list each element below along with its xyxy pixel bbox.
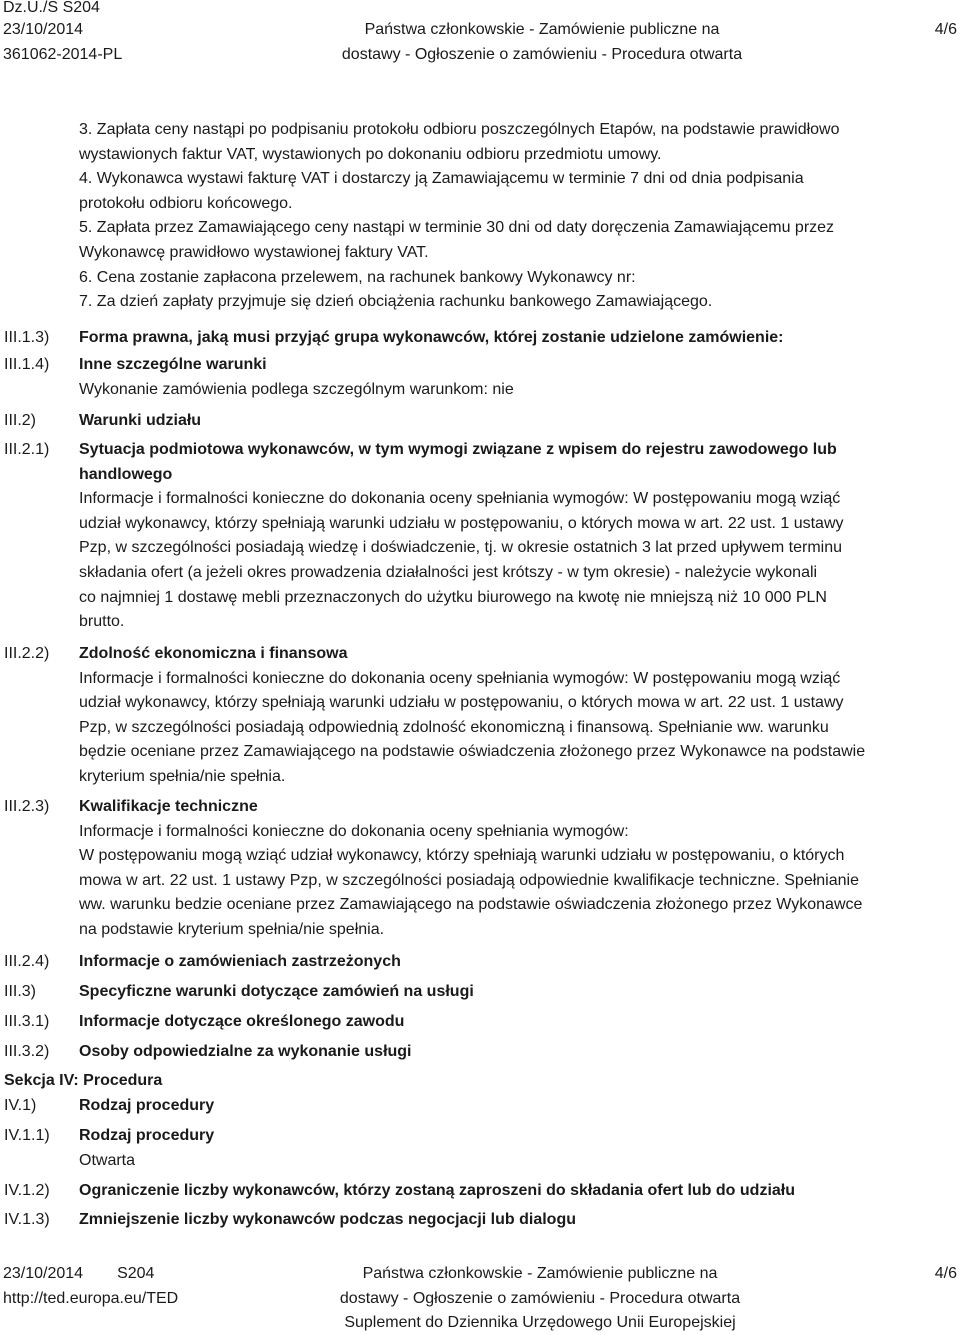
section-number: III.1.3) bbox=[4, 329, 50, 346]
section-title: Osoby odpowiedzialne za wykonanie usługi bbox=[79, 1043, 412, 1060]
section-text: Otwarta bbox=[79, 1151, 136, 1169]
footer-url: http://ted.europa.eu/TED bbox=[3, 1290, 179, 1307]
section-procedure-type bbox=[79, 1094, 949, 1119]
section-iv-heading: Sekcja IV: Procedura bbox=[4, 1072, 163, 1089]
section-number: IV.1.2) bbox=[4, 1182, 50, 1199]
section-service-conditions bbox=[79, 980, 949, 1005]
footer-series: S204 bbox=[117, 1265, 155, 1282]
footer-date-value: 23/10/2014 bbox=[3, 1265, 84, 1282]
section-profession bbox=[79, 1010, 949, 1035]
section-number: III.3.1) bbox=[4, 1013, 50, 1030]
section-number: III.2.3) bbox=[4, 798, 50, 815]
section-title: Inne szczególne warunki bbox=[79, 356, 267, 373]
text-line: Wykonawcę prawidłowo wystawionej faktury VAT. bbox=[79, 243, 429, 261]
section-title: Zdolność ekonomiczna i finansowa bbox=[79, 645, 348, 662]
section-title: Sytuacja podmiotowa wykonawców, w tym wymogi związane z wpisem do rejestru zawodowego lub bbox=[79, 441, 837, 458]
text-line: 4. Wykonawca wystawi fakturę VAT i dostarczy ją Zamawiającemu w terminie 7 dni od dnia podpisania bbox=[79, 170, 804, 188]
section-number: IV.1.3) bbox=[4, 1211, 50, 1228]
section-title: Rodzaj procedury bbox=[79, 1097, 215, 1114]
notice-number: 361062-2014-PL bbox=[3, 46, 123, 63]
text-line: brutto. bbox=[79, 613, 125, 631]
section-title: Ograniczenie liczby wykonawców, którzy zostaną zaproszeni do składania ofert lub do udziału bbox=[79, 1182, 795, 1199]
text-line: Pzp, w szczególności posiadają odpowiednią zdolność ekonomiczną i finansową. Spełnianie ww. warunku bbox=[79, 718, 829, 736]
payment-terms bbox=[79, 118, 949, 315]
section-staff bbox=[79, 1040, 949, 1065]
text-line: protokołu odbioru końcowego. bbox=[79, 194, 293, 212]
section-title: Forma prawna, jaką musi przyjąć grupa wykonawców, której zostanie udzielone zamówienie: bbox=[79, 329, 784, 346]
section-participation bbox=[79, 409, 949, 434]
text-line: ww. warunku bedzie oceniane przez Zamawiającego na podstawie oświadczenia złożonego przez Wykonawce bbox=[79, 896, 863, 914]
section-other-conditions bbox=[79, 353, 949, 402]
section-legal-form bbox=[79, 326, 949, 351]
footer-title-line1: Państwa członkowskie - Zamówienie publiczne na bbox=[362, 1265, 718, 1282]
text-line: 7. Za dzień zapłaty przyjmuje się dzień obciążenia rachunku bankowego Zamawiającego. bbox=[79, 293, 713, 311]
footer-date bbox=[3, 1262, 154, 1286]
text-line: wystawionych faktur VAT, wystawionych po dokonaniu odbioru przedmiotu umowy. bbox=[79, 145, 662, 163]
section-title: Informacje dotyczące określonego zawodu bbox=[79, 1013, 405, 1030]
header-title-line2: dostawy - Ogłoszenie o zamówieniu - Procedura otwarta bbox=[341, 46, 743, 63]
text-line: 5. Zapłata przez Zamawiającego ceny nastąpi w terminie 30 dni od daty doręczenia Zamawiającemu przez bbox=[79, 219, 835, 237]
section-number: III.1.4) bbox=[4, 356, 50, 373]
section-reserved-contracts bbox=[79, 950, 949, 975]
text-line: Pzp, w szczególności posiadają wiedzę i doświadczenie, tj. w okresie ostatnich 3 lat przed upływem terminu bbox=[79, 539, 843, 557]
section-text: Wykonanie zamówienia podlega szczególnym warunkom: nie bbox=[79, 380, 514, 398]
section-limit-operators bbox=[79, 1179, 949, 1204]
section-number: III.2.1) bbox=[4, 441, 50, 458]
section-reduction-operators bbox=[79, 1208, 949, 1233]
footer-page-number: 4/6 bbox=[934, 1265, 957, 1282]
text-line: Informacje i formalności konieczne do dokonania oceny spełniania wymogów: W postępowaniu mogą wziąć bbox=[79, 490, 841, 508]
section-number: III.2) bbox=[4, 412, 37, 429]
header-title-line1: Państwa członkowskie - Zamówienie publiczne na bbox=[364, 21, 720, 38]
text-line: na podstawie kryterium spełnia/nie spełnia. bbox=[79, 920, 385, 938]
section-title: Specyficzne warunki dotyczące zamówień na usługi bbox=[79, 983, 474, 1000]
section-title: Informacje o zamówieniach zastrzeżonych bbox=[79, 953, 401, 970]
text-line: 3. Zapłata ceny nastąpi po podpisaniu protokołu odbioru poszczególnych Etapów, na podstawie prawidłowo bbox=[79, 121, 840, 138]
text-line: będzie oceniane przez Zamawiającego na podstawie oświadczenia złożonego przez Wykonawce na podstawie bbox=[79, 743, 866, 761]
footer-supplement: Suplement do Dziennika Urzędowego Unii Europejskiej bbox=[344, 1314, 736, 1331]
header-date: 23/10/2014 bbox=[3, 21, 84, 38]
section-number: IV.1.1) bbox=[4, 1127, 50, 1144]
section-title: Warunki udziału bbox=[79, 412, 202, 429]
section-number: IV.1) bbox=[4, 1097, 37, 1114]
journal-ref: Dz.U./S S204 bbox=[3, 0, 100, 16]
text-line: Informacje i formalności konieczne do dokonania oceny spełniania wymogów: bbox=[79, 822, 629, 840]
section-number: III.3) bbox=[4, 983, 37, 1000]
section-title: Kwalifikacje techniczne bbox=[79, 798, 258, 815]
text-line: co najmniej 1 dostawę mebli przeznaczonych do użytku biurowego na kwotę nie mniejszą niż 10 000 PLN bbox=[79, 588, 827, 606]
text-line: 6. Cena zostanie zapłacona przelewem, na rachunek bankowy Wykonawcy nr: bbox=[79, 268, 636, 286]
text-line: kryterium spełnia/nie spełnia. bbox=[79, 767, 286, 785]
footer-title-line2: dostawy - Ogłoszenie o zamówieniu - Procedura otwarta bbox=[339, 1290, 741, 1307]
section-personal-situation bbox=[79, 438, 949, 635]
text-line: W postępowaniu mogą wziąć udział wykonawcy, którzy spełniają warunki udziału w postępowaniu, o których bbox=[79, 847, 845, 865]
section-title: handlowego bbox=[79, 465, 173, 483]
section-technical-capacity bbox=[79, 795, 949, 943]
section-procedure-type-detail bbox=[79, 1124, 949, 1173]
text-line: udział wykonawcy, którzy spełniają warunki udziału w postępowaniu, o których mowa w art. 22 ust. 1 ustawy bbox=[79, 514, 844, 532]
text-line: udział wykonawcy, którzy spełniają warunki udziału w postępowaniu, o których mowa w art. 22 ust. 1 ustawy bbox=[79, 694, 844, 712]
section-title: Zmniejszenie liczby wykonawców podczas negocjacji lub dialogu bbox=[79, 1211, 576, 1228]
text-line: Informacje i formalności konieczne do dokonania oceny spełniania wymogów: W postępowaniu mogą wziąć bbox=[79, 669, 841, 687]
text-line: mowa w art. 22 ust. 1 ustawy Pzp, w szczególności posiadają odpowiednie kwalifikacje techniczne. Spełnianie bbox=[79, 871, 859, 889]
page-footer bbox=[0, 1262, 960, 1334]
header-page-number: 4/6 bbox=[934, 21, 957, 38]
page-header bbox=[0, 0, 960, 70]
section-title: Rodzaj procedury bbox=[79, 1127, 215, 1144]
text-line: składania ofert (a jeżeli okres prowadzenia działalności jest krótszy - w tym okresie) - należycie wykonali bbox=[79, 563, 818, 581]
section-number: III.2.2) bbox=[4, 645, 50, 662]
section-number: III.2.4) bbox=[4, 953, 50, 970]
section-number: III.3.2) bbox=[4, 1043, 50, 1060]
section-economic-capacity bbox=[79, 642, 949, 790]
